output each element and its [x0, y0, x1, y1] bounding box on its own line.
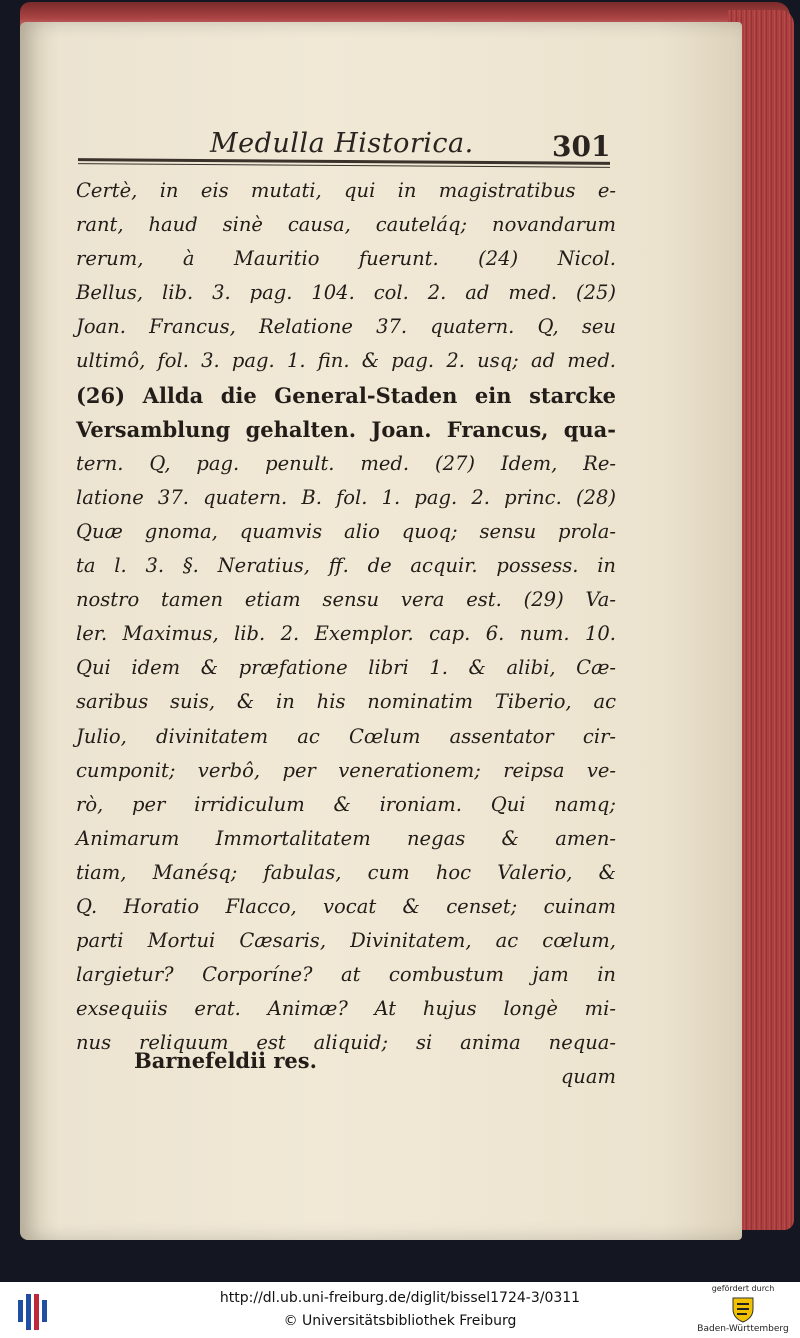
footer-copyright: © Universitätsbibliothek Freiburg [283, 1313, 517, 1329]
text-line: nus reliquum est aliquid; si anima nequa- [76, 1031, 616, 1055]
text-line: Animarum Immortalitatem negas & amen- [76, 826, 616, 850]
running-head: Medulla Historica. [210, 128, 474, 159]
catchword: Barnefeldii res. [134, 1048, 317, 1073]
footer-url-link[interactable]: http://dl.ub.uni-freiburg.de/diglit/bissel1724-3/0311 [219, 1290, 581, 1306]
text-line: Bellus, lib. 3. pag. 104. col. 2. ad med. (25) [76, 281, 616, 305]
text-line: largietur? Corporíne? at combustum jam in [76, 963, 616, 987]
text-line: Qui idem & præfatione libri 1. & alibi, Cæ- [76, 656, 616, 680]
text-line-fraktur: Versamblung gehalten. Joan. Francus, qua- [76, 416, 616, 442]
text-line: tern. Q, pag. penult. med. (27) Idem, Re- [76, 451, 616, 475]
page-number: 301 [552, 130, 611, 163]
sponsor-label: gefördert durch [711, 1284, 775, 1293]
viewer-footer [0, 1282, 800, 1338]
text-line: latione 37. quatern. B. fol. 1. pag. 2. princ. (28) [76, 485, 616, 509]
text-line: Julio, divinitatem ac Cœlum assentator cir- [76, 724, 616, 748]
text-line: ultimô, fol. 3. pag. 1. fin. & pag. 2. usq; ad med. [76, 349, 616, 373]
body-text [76, 174, 616, 1095]
sponsor-block [690, 1284, 796, 1338]
text-line-fraktur: (26) Allda die General-Staden ein starcke [76, 382, 616, 408]
text-line: Joan. Francus, Relatione 37. quatern. Q, seu [76, 315, 616, 339]
text-line: nostro tamen etiam sensu vera est. (29) Va- [76, 588, 616, 612]
text-line: rant, haud sinè causa, cauteláq; novandarum [76, 213, 616, 237]
text-line: tiam, Manésq; fabulas, cum hoc Valerio, & [76, 860, 616, 884]
baden-wuerttemberg-crest-icon [730, 1295, 756, 1323]
text-line: parti Mortui Cæsaris, Divinitatem, ac cœlum, [76, 929, 616, 953]
text-line-catch: quam [560, 1065, 616, 1089]
text-line: exsequiis erat. Animæ? At hujus longè mi- [76, 997, 616, 1021]
text-line: Q. Horatio Flacco, vocat & censet; cuinam [76, 894, 616, 918]
text-line: Certè, in eis mutati, qui in magistratibus e- [76, 179, 616, 202]
text-line: cumponit; verbô, per venerationem; reipsa ve- [76, 758, 616, 782]
text-line: ler. Maximus, lib. 2. Exemplor. cap. 6. num. 10. [76, 622, 616, 646]
text-line: Quæ gnoma, quamvis alio quoq; sensu prola- [76, 519, 616, 543]
text-line: saribus suis, & in his nominatim Tiberio, ac [76, 690, 616, 714]
text-line: ta l. 3. §. Neratius, ff. de acquir. possess. in [76, 554, 616, 578]
sponsor-name: Baden-Württemberg [697, 1324, 789, 1334]
text-line: rò, per irridiculum & ironiam. Qui namq; [76, 792, 616, 816]
text-line: rerum, à Mauritio fuerunt. (24) Nicol. [76, 247, 616, 271]
